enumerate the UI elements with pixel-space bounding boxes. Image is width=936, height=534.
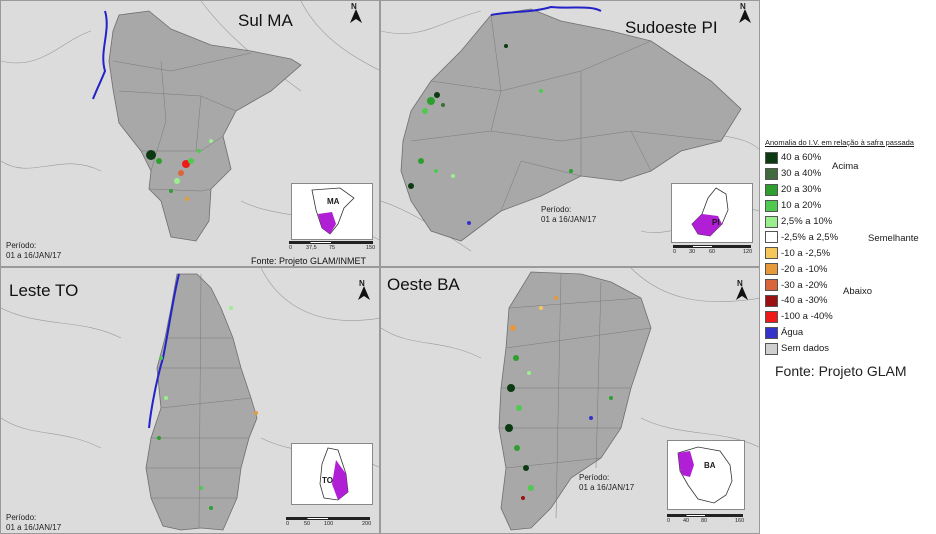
inset-label-ba: BA	[704, 461, 716, 470]
inset-label-ma: MA	[327, 197, 340, 206]
legend-swatch	[765, 247, 778, 259]
inset-map-pi	[671, 183, 753, 243]
scale-bar-sul-ma: 0 37,5 75 150	[289, 241, 375, 255]
source-main: Fonte: Projeto GLAM	[775, 363, 907, 379]
legend-item	[765, 214, 936, 230]
legend-swatch	[765, 279, 778, 291]
legend-swatch	[765, 343, 778, 355]
inset-map-ba	[667, 440, 745, 510]
scale-bar-sudoeste-pi: 0 30 60 120	[673, 245, 753, 259]
legend-label: Sem dados	[781, 343, 830, 355]
legend-label: 30 a 40%	[781, 168, 822, 180]
legend-swatch	[765, 200, 778, 212]
inset-label-to: TO	[322, 476, 333, 485]
period-leste-to: Período: 01 a 16/JAN/17	[6, 513, 62, 532]
legend-swatch	[765, 184, 778, 196]
legend-label: 2,5% a 10%	[781, 216, 833, 227]
legend-swatch	[765, 263, 778, 275]
legend-group-similar: Semelhante	[868, 233, 919, 244]
scale-bar-oeste-ba: 0 40 80 160	[667, 514, 747, 528]
inset-map-to	[291, 443, 373, 505]
state-locator-ba	[668, 441, 744, 509]
inset-label-pi: PI	[712, 218, 720, 227]
legend-label: 10 a 20%	[781, 200, 822, 212]
panel-title-sudoeste-pi: Sudoeste PI	[625, 18, 718, 37]
state-locator-to	[292, 444, 372, 504]
source-sul-ma: Fonte: Projeto GLAM/INMET	[251, 256, 367, 266]
legend-label: Água	[781, 327, 804, 339]
legend-group-above: Acima	[832, 161, 859, 172]
inset-map-ma	[291, 183, 373, 240]
map-panel-leste-to	[0, 267, 380, 534]
legend-item	[765, 261, 936, 277]
legend-item	[765, 341, 936, 357]
legend-swatch	[765, 231, 778, 243]
legend-item	[765, 309, 936, 325]
legend-item	[765, 245, 936, 261]
legend-item	[765, 182, 936, 198]
north-arrow-icon: N	[738, 3, 752, 25]
panel-title-oeste-ba: Oeste BA	[387, 275, 460, 294]
legend-group-below: Abaixo	[843, 286, 873, 297]
panel-title-leste-to: Leste TO	[9, 281, 79, 300]
legend-swatch	[765, 216, 778, 228]
legend-title: Anomalia do I.V. em relação à safra passada	[765, 138, 914, 147]
period-sul-ma: Período: 01 a 16/JAN/17	[6, 241, 62, 260]
legend-label: 40 a 60%	[781, 152, 822, 164]
map-panel-sul-ma	[0, 0, 380, 267]
state-locator-pi	[672, 184, 752, 242]
period-sudoeste-pi: Período: 01 a 16/JAN/17	[541, 205, 597, 224]
map-panel-sudoeste-pi	[380, 0, 760, 267]
legend-item	[765, 198, 936, 214]
legend-label: -100 a -40%	[781, 311, 833, 323]
legend-label: -40 a -30%	[781, 295, 828, 307]
legend-swatch	[765, 311, 778, 323]
legend-swatch	[765, 152, 778, 164]
north-arrow-icon: N	[349, 3, 363, 25]
scale-bar-leste-to: 0 50 100 200	[286, 517, 376, 531]
state-locator-ma	[292, 184, 372, 239]
legend-label: -2,5% a 2,5%	[781, 231, 839, 243]
north-arrow-icon: N	[357, 280, 371, 302]
map-panel-oeste-ba	[380, 267, 760, 534]
legend-rows	[765, 150, 936, 357]
north-arrow-icon: N	[735, 280, 749, 302]
legend-swatch	[765, 295, 778, 307]
legend-swatch	[765, 327, 778, 339]
panel-title-sul-ma: Sul MA	[238, 11, 293, 30]
legend-label: -30 a -20%	[781, 279, 828, 291]
legend-label: -10 a -2,5%	[781, 247, 831, 259]
period-oeste-ba: Período: 01 a 16/JAN/17	[579, 473, 635, 492]
legend-label: 20 a 30%	[781, 184, 822, 196]
legend-label: -20 a -10%	[781, 263, 828, 275]
legend-item	[765, 325, 936, 341]
legend-swatch	[765, 168, 778, 180]
